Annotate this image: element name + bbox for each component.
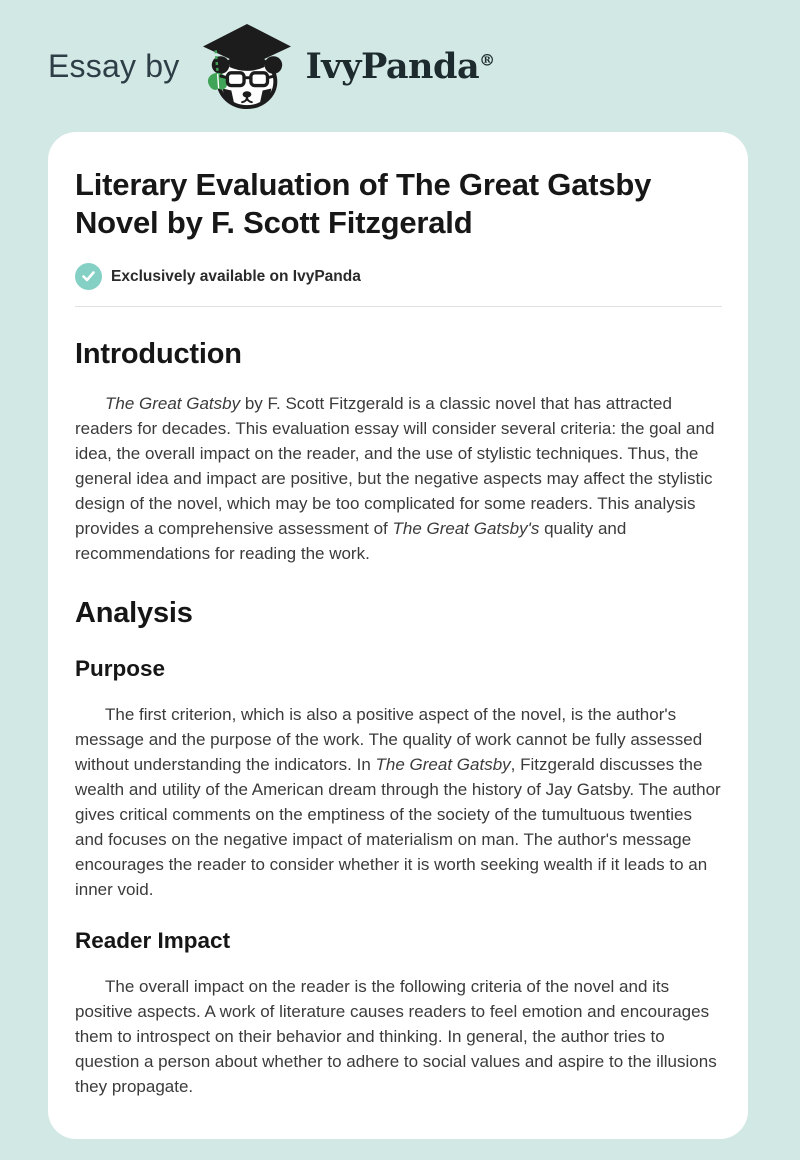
site-header	[0, 0, 800, 132]
heading-analysis: Analysis	[75, 597, 193, 629]
section-reader-impact	[75, 928, 722, 1099]
heading-purpose: Purpose	[75, 656, 166, 681]
section-analysis	[75, 597, 722, 630]
exclusive-badge	[75, 263, 722, 290]
panda-graduate-logo-icon	[195, 22, 297, 110]
registered-mark: ®	[479, 49, 495, 69]
divider	[75, 306, 722, 307]
check-icon	[75, 263, 102, 290]
section-purpose	[75, 656, 722, 902]
purpose-paragraph: The first criterion, which is also a positive aspect of the novel, is the author's message and the purpose of the work. The quality of work cannot be fully assessed without understanding the indicators. In The Great Gatsby, Fitzgerald discusses the wealth and utility of the American dream through the history of Jay Gatsby. The author gives critical comments on the emptiness of the society of the tumultuous twenties and focuses on the negative impact of materialism on man. The author's message encourages the reader to consider whether it is worth seeking wealth if it leads to an inner void.	[75, 705, 721, 899]
brand-name: IvyPanda®	[305, 45, 495, 87]
introduction-paragraph: The Great Gatsby by F. Scott Fitzgerald is a classic novel that has attracted readers for decades. This evaluation essay will consider several criteria: the goal and idea, the overall impact on the reader, and the use of stylistic techniques. Thus, the general idea and impact are positive, but the negative aspects may affect the stylistic design of the novel, which may be too complicated for some readers. This analysis provides a comprehensive assessment of The Great Gatsby's quality and recommendations for reading the work.	[75, 394, 715, 563]
section-introduction	[75, 338, 722, 566]
page-title: Literary Evaluation of The Great Gatsby Novel by F. Scott Fitzgerald	[75, 167, 652, 240]
heading-reader-impact: Reader Impact	[75, 928, 231, 953]
essay-by-label: Essay by	[48, 47, 180, 84]
essay-card	[48, 132, 748, 1139]
reader-impact-paragraph: The overall impact on the reader is the following criteria of the novel and its positive aspects. A work of literature causes readers to feel emotion and encourages them to introspect on their behavior and thinking. In general, the author tries to question a person about whether to adhere to social values and aspire to the illusions they propagate.	[75, 977, 717, 1096]
heading-introduction: Introduction	[75, 338, 242, 370]
badge-label: Exclusively available on IvyPanda	[111, 267, 361, 285]
